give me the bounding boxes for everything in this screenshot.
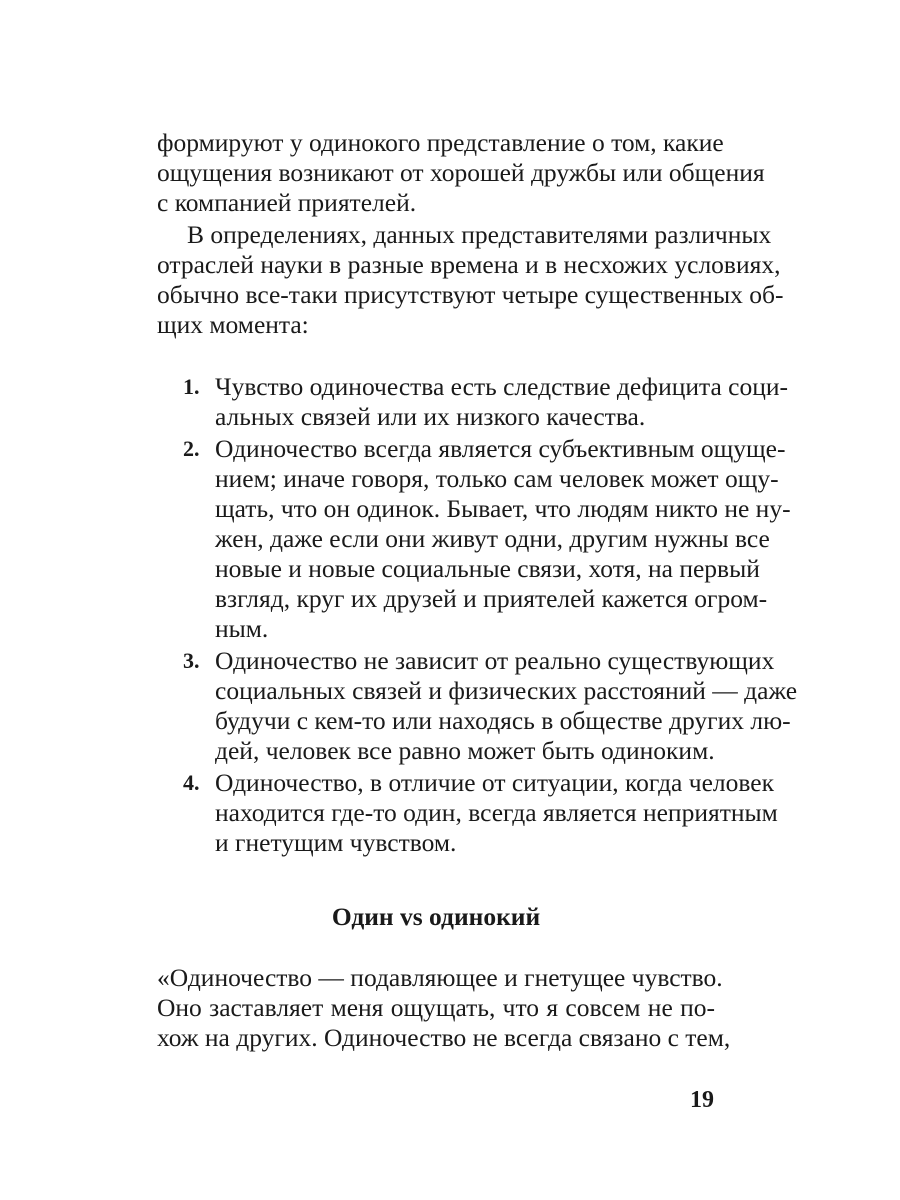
text-line: Одиночество не зависит от реально существующих xyxy=(215,646,775,675)
text-line: Чувство одиночества есть следствие дефицита соци- xyxy=(215,372,789,401)
text-line: и гнетущим чувством. xyxy=(215,828,457,857)
text-line: ощущения возникают от хорошей дружбы или общения xyxy=(157,158,765,187)
text-line: Одиночество, в отличие от ситуации, когда человек xyxy=(215,768,774,797)
text-line: дей, человек все равно может быть одиноким. xyxy=(215,736,715,765)
numbered-list xyxy=(157,372,798,860)
text-line: Оно заставляет меня ощущать, что я совсем не по- xyxy=(157,993,715,1022)
list-item-number: 4. xyxy=(183,770,200,795)
text-line: альных связей или их низкого качества. xyxy=(215,402,646,431)
list-item xyxy=(157,372,789,432)
text-line: ным. xyxy=(215,614,269,643)
text-line: будучи с кем-то или находясь в обществе других лю- xyxy=(215,706,791,735)
text-line: «Одиночество — подавляющее и гнетущее чувство. xyxy=(157,963,723,992)
text-line: с компанией приятелей. xyxy=(157,188,417,217)
text-line: находится где-то один, всегда является неприятным xyxy=(215,798,778,827)
text-line: В определениях, данных представителями различных xyxy=(187,220,772,249)
text-line: жен, даже если они живут одни, другим нужны все xyxy=(215,524,770,553)
text-line: социальных связей и физических расстояний — даже xyxy=(215,676,798,705)
list-item xyxy=(157,434,791,644)
section-heading: Один vs одинокий xyxy=(331,902,541,931)
text-line: отраслей науки в разные времена и в несхожих условиях, xyxy=(157,250,781,279)
text-line: хож на других. Одиночество не всегда связано с тем, xyxy=(157,1023,731,1052)
page-number: 19 xyxy=(690,1087,714,1113)
text-line: Одиночество всегда является субъективным ощуще- xyxy=(215,434,786,463)
text-line: обычно все-таки присутствуют четыре существенных об- xyxy=(157,280,784,309)
text-line: нием; иначе говоря, только сам человек может ощу- xyxy=(215,464,779,493)
list-item-number: 2. xyxy=(183,436,200,461)
paragraph-quote xyxy=(157,963,731,1053)
list-item-number: 1. xyxy=(183,374,200,399)
paragraph-definitions xyxy=(157,220,784,340)
text-line: новые и новые социальные связи, хотя, на первый xyxy=(215,554,760,583)
text-line: формируют у одинокого представление о том, какие xyxy=(157,128,724,157)
paragraph-intro xyxy=(157,128,765,218)
text-line: щать, что он одинок. Бывает, что людям никто не ну- xyxy=(215,494,791,523)
list-item-number: 3. xyxy=(183,648,200,673)
list-item xyxy=(157,646,798,766)
text-line: щих момента: xyxy=(157,310,309,339)
list-item xyxy=(157,768,778,858)
text-line: взгляд, круг их друзей и приятелей кажется огром- xyxy=(215,584,768,613)
